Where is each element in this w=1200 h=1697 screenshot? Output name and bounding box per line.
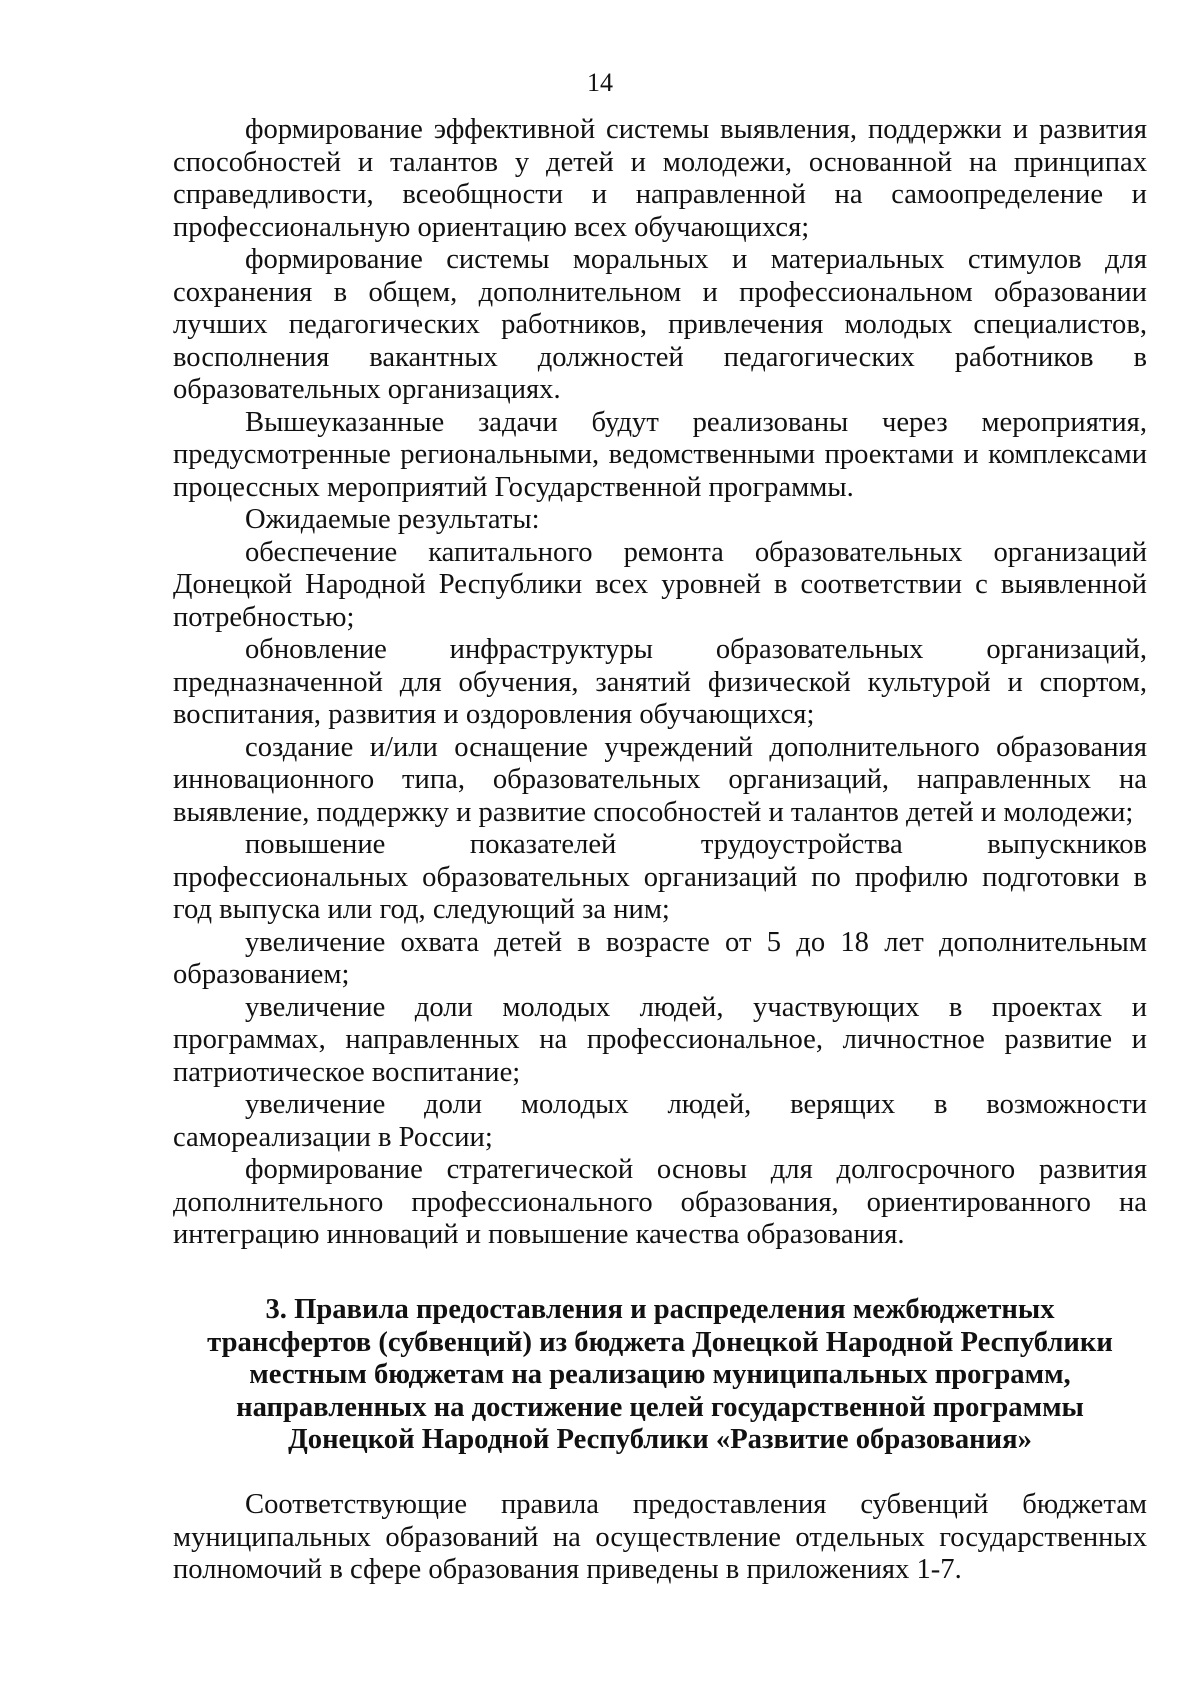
section-heading-line: направленных на достижение целей государственной программы	[236, 1391, 1084, 1423]
section-heading	[173, 1294, 1147, 1457]
paragraph-expected-results: Ожидаемые результаты:	[245, 504, 540, 535]
final-text	[173, 1489, 1147, 1587]
paragraph-strategy: формирование стратегической основы для долгосрочного развития дополнительного профессионального образования, ориентированного на интеграцию инноваций и повышение качества образования.	[173, 1154, 1147, 1250]
paragraph-self-realization: увеличение доли молодых людей, верящих в возможности самореализации в России;	[173, 1089, 1147, 1153]
section-heading-line: 3. Правила предоставления и распределения межбюджетных	[265, 1294, 1055, 1325]
paragraph-incentives: формирование системы моральных и материальных стимулов для сохранения в общем, дополнительном и профессиональном образовании лучших педагогических работников, привлечения молодых специалистов, восполнения вакантных должностей педагогических работников в образовательных организациях.	[173, 244, 1147, 405]
paragraph-infrastructure: обновление инфраструктуры образовательных организаций, предназначенной для обучения, занятий физической культурой и спортом, воспитания, развития и оздоровления обучающихся;	[173, 634, 1147, 730]
paragraph-coverage: увеличение охвата детей в возрасте от 5 до 18 лет дополнительным образованием;	[173, 926, 1147, 990]
paragraph-talent-system: формирование эффективной системы выявления, поддержки и развития способностей и талантов у детей и молодежи, основанной на принципах справедливости, всеобщности и направленной на самоопределение и профессиональную ориентацию всех обучающихся;	[173, 114, 1147, 243]
section-heading-line: трансфертов (субвенций) из бюджета Донецкой Народной Республики	[207, 1326, 1113, 1358]
paragraph-tasks: Вышеуказанные задачи будут реализованы через мероприятия, предусмотренные региональными, ведомственными проектами и комплексами процессных мероприятий Государственной программы.	[173, 406, 1147, 503]
paragraph-capital-repair: обеспечение капитального ремонта образовательных организаций Донецкой Народной Республики всех уровней в соответствии с выявленной потребностью;	[173, 536, 1147, 633]
paragraph-employment: повышение показателей трудоустройства выпускников профессиональных образовательных организаций по профилю подготовки в год выпуска или год, следующий за ним;	[173, 829, 1147, 925]
body-text	[173, 114, 1147, 1252]
paragraph-innovation-institutions: создание и/или оснащение учреждений дополнительного образования инновационного типа, образовательных организаций, направленных на выявление, поддержку и развитие способностей и талантов детей и молодежи;	[173, 731, 1147, 828]
page-number: 14	[587, 68, 613, 97]
section-heading-line: Донецкой Народной Республики «Развитие образования»	[288, 1424, 1032, 1455]
section-heading-line: местным бюджетам на реализацию муниципальных программ,	[249, 1359, 1071, 1390]
paragraph-subvention-rules: Соответствующие правила предоставления субвенций бюджетам муниципальных образований на осуществление отдельных государственных полномочий в сфере образования приведены в приложениях 1-7.	[173, 1489, 1147, 1585]
paragraph-youth-projects: увеличение доли молодых людей, участвующих в проектах и программах, направленных на профессиональное, личностное развитие и патриотическое воспитание;	[173, 991, 1147, 1088]
